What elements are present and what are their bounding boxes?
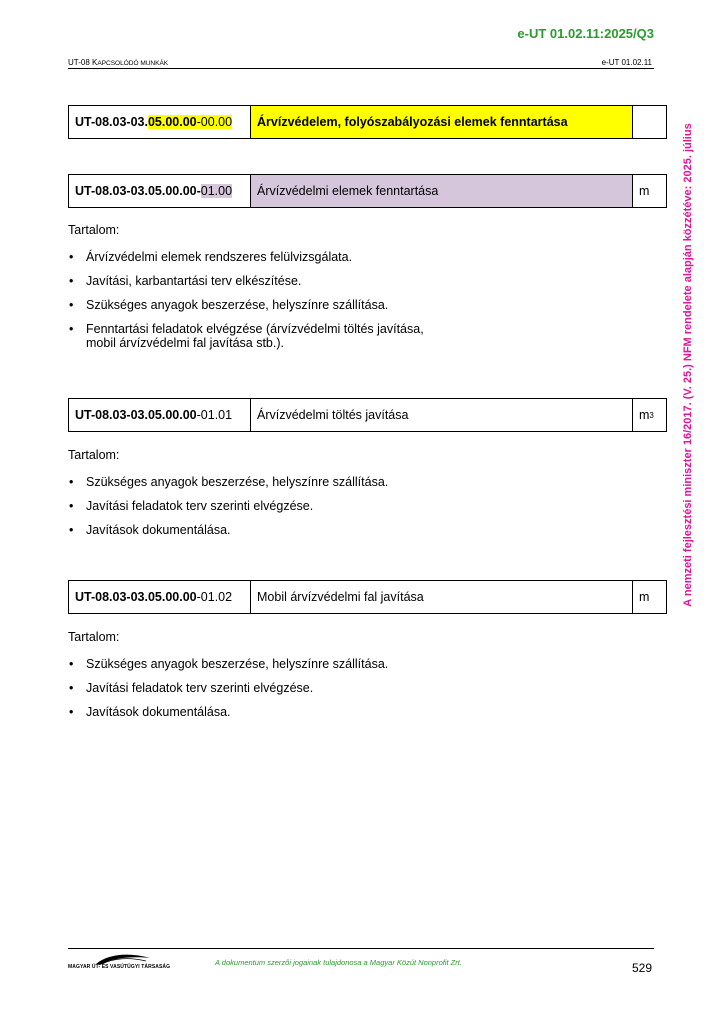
item-code: UT-08.03-03.05.00.00 -01.01	[69, 399, 251, 431]
publication-side-note: A nemzeti fejlesztési miniszter 16/2017. (V. 25.) NFM rendelete alapján közzétéve: 2025. július	[682, 123, 694, 607]
item-unit: m	[639, 590, 650, 604]
document-code: e-UT 01.02.11:2025/Q3	[517, 26, 654, 41]
document-short-code: e-UT 01.02.11	[601, 58, 652, 67]
list-item: • Árvízvédelmi elemek rendszeres felülvizsgálata.	[68, 250, 424, 264]
item-row-01-01	[68, 398, 667, 432]
list-item: • Javítási, karbantartási terv elkészítése.	[68, 274, 424, 288]
item-code: UT-08.03-03.05.00.00 -01.02	[69, 581, 251, 613]
content-list	[68, 250, 424, 360]
copyright-notice: A dokumentum szerzői jogainak tulajdonosa a Magyar Közút Nonprofit Zrt.	[215, 958, 462, 967]
page-number: 529	[631, 961, 652, 975]
list-item: • Javítások dokumentálása.	[68, 523, 388, 537]
item-name: Árvízvédelmi töltés javítása	[251, 399, 633, 431]
item-name: Árvízvédelmi elemek fenntartása	[251, 175, 633, 207]
list-item: • Szükséges anyagok beszerzése, helyszínre szállítása.	[68, 657, 388, 671]
item-code: UT-08.03-03. 05.00.00 -00.00	[69, 106, 251, 138]
content-list	[68, 475, 388, 547]
company-logo-text: MAGYAR ÚT- ÉS VASÚTÜGYI TÁRSASÁG	[68, 964, 171, 970]
list-item: • Javítási feladatok terv szerinti elvégzése.	[68, 681, 388, 695]
list-item: • Fenntartási feladatok elvégzése (árvízvédelmi töltés javítása, mobil árvízvédelmi fal javítása stb.).	[68, 322, 424, 350]
item-row-01-00	[68, 174, 667, 208]
content-label: Tartalom:	[68, 223, 120, 237]
header-rule	[68, 68, 654, 69]
item-name: Mobil árvízvédelmi fal javítása	[251, 581, 633, 613]
footer-rule	[68, 948, 654, 949]
list-item: • Szükséges anyagok beszerzése, helyszínre szállítása.	[68, 298, 424, 312]
item-unit: m	[639, 184, 650, 198]
item-row-main	[68, 105, 667, 139]
item-unit	[633, 106, 666, 138]
item-code: UT-08.03-03.05.00.00- 01.00	[69, 175, 251, 207]
content-label: Tartalom:	[68, 630, 120, 644]
item-unit: m 3	[639, 408, 654, 422]
item-name: Árvízvédelem, folyószabályozási elemek fenntartása	[251, 106, 633, 138]
list-item: • Javítási feladatok terv szerinti elvégzése.	[68, 499, 388, 513]
item-row-01-02	[68, 580, 667, 614]
content-list	[68, 657, 388, 729]
content-label: Tartalom:	[68, 448, 120, 462]
list-item: • Javítások dokumentálása.	[68, 705, 388, 719]
section-title: UT-08 KAPCSOLÓDÓ MUNKÁK	[68, 58, 169, 67]
list-item: • Szükséges anyagok beszerzése, helyszínre szállítása.	[68, 475, 388, 489]
